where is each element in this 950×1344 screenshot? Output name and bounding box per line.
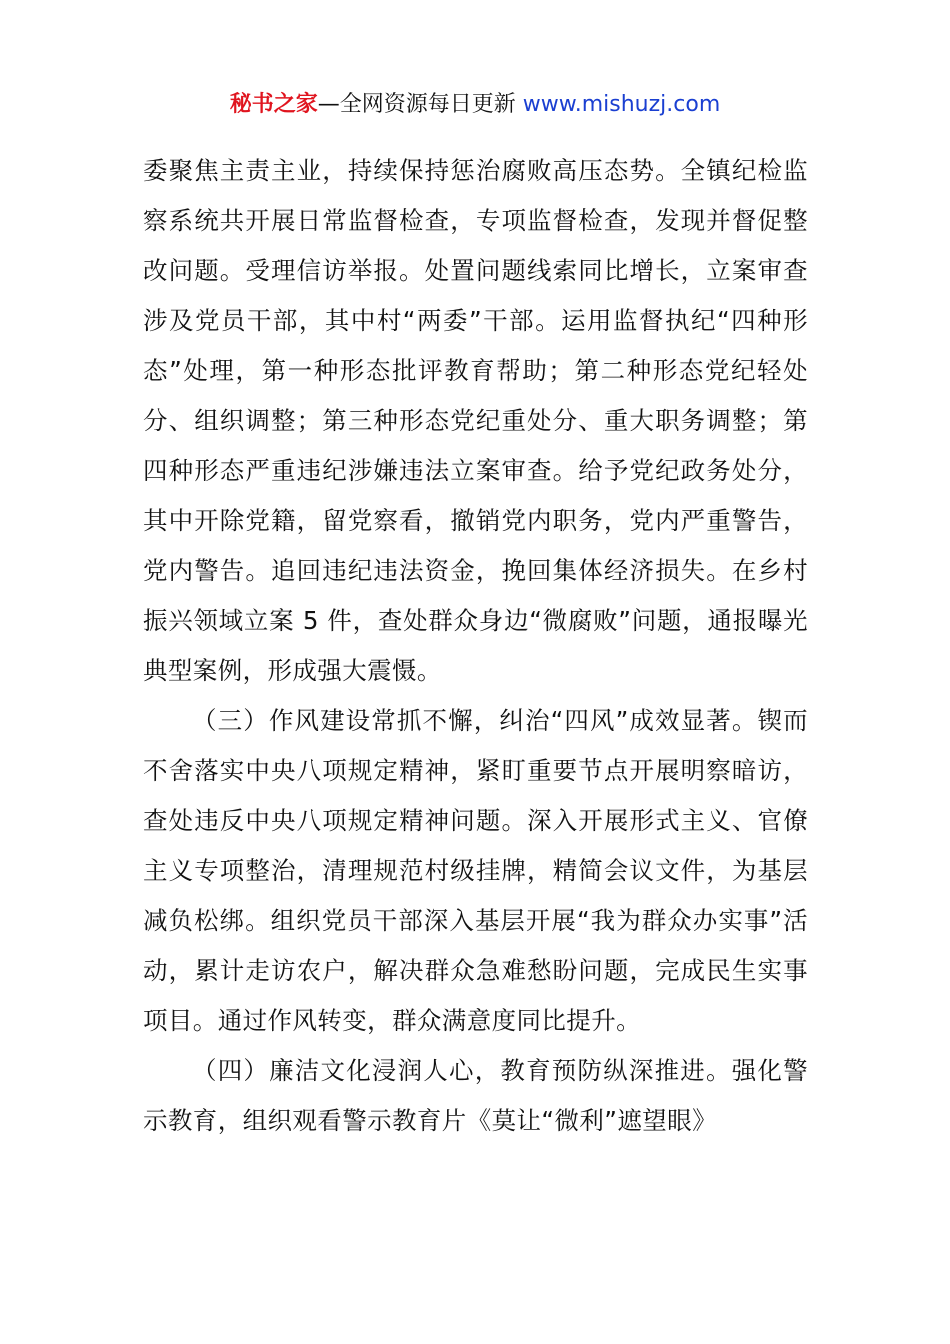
paragraph-section-three: （三）作风建设常抓不懈，纠治“四风”成效显著。锲而不舍落实中央八项规定精神，紧盯重要节点开展明察暗访，查处违反中央八项规定精神问题。深入开展形式主义、官僚主义专项整治，清理规范村级挂牌，精简会议文件，为基层减负松绑。组织党员干部深入基层开展“我为群众办实事”活动，累计走访农户，解决群众急难愁盼问题，完成民生实事项目。通过作风转变，群众满意度同比提升。 xyxy=(143,706,808,1035)
header-url-link[interactable]: www.mishuzj.com xyxy=(522,92,721,117)
document-body xyxy=(143,146,808,1146)
header-slogan: —全网资源每日更新 xyxy=(317,92,523,117)
brand-name: 秘书之家 xyxy=(229,92,318,117)
paragraph-section-four: （四）廉洁文化浸润人心，教育预防纵深推进。强化警示教育，组织观看警示教育片《莫让“微利”遮望眼》 xyxy=(143,1056,808,1135)
page-header xyxy=(0,88,950,122)
paragraph-continuation: 委聚焦主责主业，持续保持惩治腐败高压态势。全镇纪检监察系统共开展日常监督检查，专项监督检查，发现并督促整改问题。受理信访举报。处置问题线索同比增长，立案审查涉及党员干部，其中村“两委”干部。运用监督执纪“四种形态”处理，第一种形态批评教育帮助；第二种形态党纪轻处分、组织调整；第三种形态党纪重处分、重大职务调整；第四种形态严重违纪涉嫌违法立案审查。给予党纪政务处分，其中开除党籍，留党察看，撤销党内职务，党内严重警告，党内警告。追回违纪违法资金，挽回集体经济损失。在乡村振兴领域立案 5 件，查处群众身边“微腐败”问题，通报曝光典型案例，形成强大震慑。 xyxy=(143,156,808,685)
